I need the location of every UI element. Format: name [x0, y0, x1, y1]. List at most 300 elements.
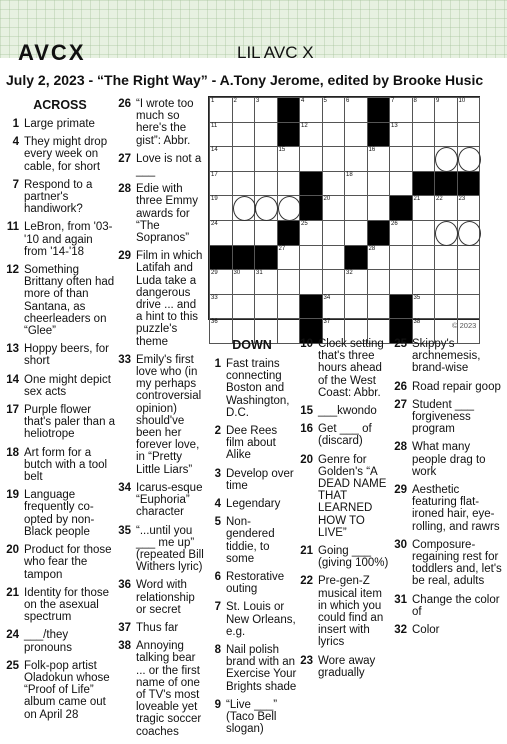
- grid-cell[interactable]: [255, 122, 278, 147]
- clue-text: Change the color of: [412, 593, 500, 618]
- grid-cell[interactable]: [255, 270, 278, 295]
- cell-number: 21: [413, 196, 421, 203]
- grid-cell[interactable]: [435, 122, 458, 147]
- clue-item[interactable]: [116, 153, 204, 177]
- grid-cell[interactable]: [322, 122, 345, 147]
- cell-number: 3: [256, 98, 260, 104]
- cell-number: 7: [391, 98, 395, 104]
- clue-number: 13: [6, 343, 19, 356]
- puzzle-subtitle: July 2, 2023 - “The Right Way” - A.Tony Jerome, edited by Brooke Husic: [6, 72, 484, 88]
- grid-cell[interactable]: [412, 122, 435, 147]
- grid-cell[interactable]: [232, 147, 255, 172]
- grid-block: [390, 196, 413, 221]
- clue-item[interactable]: [4, 221, 116, 258]
- clue-item[interactable]: [206, 468, 298, 492]
- grid-cell[interactable]: [390, 98, 413, 123]
- clue-text: Composure-regaining rest for toddlers and, let's be real, adults: [412, 538, 502, 588]
- grid-row: [210, 294, 480, 319]
- clue-number: 16: [300, 423, 313, 436]
- cell-number: 36: [211, 319, 218, 326]
- clue-item[interactable]: [4, 660, 116, 721]
- cell-number: 20: [323, 196, 331, 203]
- clue-item[interactable]: [298, 545, 394, 569]
- cell-number: 8: [413, 98, 417, 104]
- clue-number: 1: [214, 358, 221, 370]
- grid-cell[interactable]: [210, 98, 233, 123]
- clue-text: One might depict sex acts: [24, 373, 111, 398]
- grid-cell-circled[interactable]: [435, 147, 458, 172]
- clue-item[interactable]: [116, 640, 204, 738]
- clue-item[interactable]: [392, 484, 504, 533]
- grid-cell-circled[interactable]: [277, 196, 300, 221]
- clue-number: 29: [394, 484, 407, 497]
- cell-number: 27: [278, 245, 286, 252]
- grid-cell[interactable]: [300, 270, 323, 295]
- clue-number: 36: [118, 579, 131, 592]
- grid-cell[interactable]: [367, 196, 390, 221]
- grid-row: [210, 171, 480, 196]
- grid-cell[interactable]: [210, 171, 233, 196]
- grid-cell[interactable]: [345, 294, 368, 319]
- across-heading: ACROSS: [33, 98, 87, 112]
- clue-item[interactable]: [298, 423, 394, 447]
- grid-cell[interactable]: [232, 294, 255, 319]
- clue-item[interactable]: [116, 183, 204, 244]
- grid-cell[interactable]: [367, 147, 390, 172]
- clue-number: 37: [118, 621, 131, 634]
- grid-cell[interactable]: [435, 98, 458, 123]
- grid-block: [255, 245, 278, 270]
- clue-item[interactable]: [206, 498, 298, 510]
- clue-item[interactable]: [298, 454, 394, 539]
- clue-number: 20: [300, 453, 313, 466]
- grid-row: [210, 147, 480, 172]
- clue-text: Wore away gradually: [318, 654, 376, 679]
- cell-number: 10: [458, 98, 466, 104]
- grid-cell[interactable]: [210, 196, 233, 221]
- clue-item[interactable]: [4, 118, 116, 130]
- clue-item[interactable]: [116, 354, 204, 476]
- cell-number: 31: [256, 270, 263, 277]
- grid-cell[interactable]: [277, 171, 300, 196]
- clue-number: 31: [394, 593, 407, 606]
- clue-item[interactable]: [392, 594, 504, 618]
- clue-text: Skippy's archnemesis, brand-wise: [412, 338, 481, 375]
- grid-cell[interactable]: [322, 245, 345, 270]
- grid-cell[interactable]: [322, 98, 345, 123]
- grid-row: [210, 245, 480, 270]
- clue-item[interactable]: [206, 571, 298, 595]
- grid-cell[interactable]: [457, 98, 480, 123]
- grid-cell-circled[interactable]: [457, 220, 480, 245]
- grid-cell[interactable]: [457, 245, 480, 270]
- grid-cell-circled[interactable]: [255, 196, 278, 221]
- cell-number: 13: [391, 122, 398, 129]
- grid-cell[interactable]: [322, 270, 345, 295]
- grid-cell[interactable]: [435, 294, 458, 319]
- clue-number: 7: [214, 601, 221, 614]
- grid-cell[interactable]: [345, 196, 368, 221]
- grid-cell[interactable]: [300, 147, 323, 172]
- grid-block: [300, 171, 323, 196]
- grid-cell[interactable]: [435, 245, 458, 270]
- clue-number: 1: [12, 118, 19, 130]
- grid-cell[interactable]: [390, 147, 413, 172]
- grid-cell[interactable]: [412, 196, 435, 221]
- clue-text: Legendary: [226, 498, 281, 511]
- cell-number: 11: [211, 122, 218, 129]
- grid-cell[interactable]: [390, 171, 413, 196]
- grid-cell[interactable]: [255, 294, 278, 319]
- clue-number: 28: [118, 183, 131, 196]
- avcx-logo: AVCX: [18, 40, 86, 65]
- clue-item[interactable]: [4, 447, 116, 484]
- grid-cell[interactable]: [255, 98, 278, 123]
- down-clues-1: [206, 358, 298, 735]
- clue-text: Film in which Latifah and Luda take a dangerous drive ... and a hint to this puzzle's theme: [136, 250, 203, 348]
- grid-cell[interactable]: [300, 245, 323, 270]
- clue-item[interactable]: [116, 482, 204, 519]
- clue-text: St. Louis or New Orleans, e.g.: [226, 601, 296, 638]
- grid-cell[interactable]: [345, 147, 368, 172]
- grid-cell[interactable]: [390, 245, 413, 270]
- clue-item[interactable]: [4, 587, 116, 624]
- clue-number: 26: [394, 380, 407, 393]
- clue-number: 5: [214, 516, 221, 529]
- series-title: LIL AVC X: [237, 43, 314, 62]
- clue-number: 25: [394, 338, 407, 350]
- clue-item[interactable]: [298, 405, 394, 417]
- across-clues-1: [4, 118, 116, 721]
- grid-block: [367, 98, 390, 123]
- grid-cell[interactable]: [412, 220, 435, 245]
- clue-number: 4: [12, 136, 19, 149]
- clue-text: What many people drag to work: [412, 441, 486, 478]
- grid-cell[interactable]: [322, 196, 345, 221]
- clue-number: 27: [118, 152, 131, 165]
- grid-row: [210, 220, 480, 245]
- clue-text: Genre for Golden's “A DEAD NAME THAT LEARNED HOW TO LIVE”: [318, 453, 387, 539]
- clue-number: 6: [214, 571, 221, 584]
- clue-number: 8: [214, 644, 221, 657]
- grid-cell[interactable]: [457, 294, 480, 319]
- grid-cell[interactable]: [457, 196, 480, 221]
- clue-number: 22: [300, 575, 313, 588]
- clue-number: 14: [6, 373, 19, 386]
- cell-number: 12: [301, 122, 308, 129]
- clue-text: Icarus-esque “Euphoria” character: [136, 481, 203, 519]
- cell-number: 25: [301, 220, 308, 227]
- grid-cell[interactable]: [232, 122, 255, 147]
- grid-cell[interactable]: [435, 270, 458, 295]
- grid-cell[interactable]: [390, 220, 413, 245]
- clue-item[interactable]: [4, 264, 116, 337]
- clue-text: Large primate: [24, 118, 95, 130]
- clue-item[interactable]: [116, 579, 204, 616]
- grid-cell[interactable]: [367, 171, 390, 196]
- grid-cell[interactable]: [322, 294, 345, 319]
- clue-item[interactable]: [206, 644, 298, 693]
- clue-text: Art form for a butch with a tool belt: [24, 446, 108, 484]
- grid-block: [277, 98, 300, 123]
- grid-cell[interactable]: [232, 270, 255, 295]
- clue-text: Restorative outing: [226, 571, 285, 596]
- clue-item[interactable]: [116, 622, 204, 634]
- clue-number: 21: [300, 545, 313, 558]
- cell-number: 14: [211, 147, 218, 154]
- clue-text: Purple flower that's paler than a heliotrope: [24, 404, 116, 441]
- grid-cell[interactable]: [232, 171, 255, 196]
- grid-block: [232, 245, 255, 270]
- cell-number: 32: [346, 270, 353, 277]
- grid-cell[interactable]: [300, 220, 323, 245]
- clue-item[interactable]: [206, 425, 298, 462]
- clue-item[interactable]: [206, 699, 298, 736]
- clue-item[interactable]: [116, 525, 204, 574]
- clue-item[interactable]: [392, 381, 504, 393]
- grid-cell-circled[interactable]: [457, 147, 480, 172]
- grid-cell[interactable]: [367, 270, 390, 295]
- clue-text: Annoying talking bear ... or the first name of one of TV's most loveable yet tragic soccer coaches: [136, 640, 202, 738]
- clue-number: 20: [6, 544, 19, 557]
- down-column-2: [298, 338, 394, 685]
- grid-block: [300, 294, 323, 319]
- cell-number: 16: [368, 147, 376, 154]
- clue-text: Hoppy beers, for short: [24, 343, 110, 368]
- cell-number: 1: [211, 98, 215, 104]
- clue-number: 2: [214, 425, 221, 438]
- clue-item[interactable]: [206, 358, 298, 419]
- clue-text: Going ___ (giving 100%): [318, 545, 389, 570]
- clue-text: Non-gendered tiddie, to some: [226, 516, 275, 565]
- grid-cell[interactable]: [390, 270, 413, 295]
- clue-text: ___kwondo: [318, 405, 377, 418]
- clue-number: 17: [6, 404, 19, 417]
- cell-number: 29: [211, 270, 218, 277]
- clue-text: “...until you ___ me up” (repeated Bill Withers lyric): [136, 524, 204, 574]
- clue-text: Word with relationship or secret: [136, 579, 195, 616]
- grid-row: [210, 270, 480, 295]
- grid-cell[interactable]: [435, 196, 458, 221]
- copyright: © 2023: [452, 321, 477, 330]
- grid-cell[interactable]: [322, 220, 345, 245]
- grid-cell-circled[interactable]: [232, 196, 255, 221]
- grid-cell[interactable]: [412, 270, 435, 295]
- cell-number: 23: [458, 196, 466, 203]
- grid-cell[interactable]: [412, 98, 435, 123]
- cell-number: 15: [278, 147, 286, 154]
- clue-number: 33: [118, 353, 131, 366]
- clue-item[interactable]: [392, 441, 504, 478]
- clue-text: Aesthetic featuring flat-ironed hair, eye-rolling, and rawrs: [412, 484, 500, 533]
- grid-cell[interactable]: [345, 98, 368, 123]
- clue-item[interactable]: [298, 655, 394, 679]
- clue-number: 12: [6, 264, 19, 277]
- clue-number: 32: [394, 624, 407, 637]
- grid-cell[interactable]: [210, 147, 233, 172]
- clue-item[interactable]: [206, 516, 298, 565]
- clue-text: Respond to a partner's handiwork?: [24, 178, 93, 216]
- cell-number: 26: [391, 220, 398, 227]
- clue-text: Pre-gen-Z musical item in which you could find an insert with lyrics: [318, 575, 384, 649]
- cell-number: 35: [413, 294, 421, 301]
- grid-cell[interactable]: [255, 171, 278, 196]
- grid-cell[interactable]: [300, 122, 323, 147]
- clue-item[interactable]: [116, 250, 204, 348]
- clue-item[interactable]: [4, 179, 116, 216]
- grid-cell[interactable]: [345, 220, 368, 245]
- clue-item[interactable]: [392, 338, 504, 375]
- clue-number: 10: [300, 338, 313, 350]
- clue-text: Color: [412, 624, 440, 637]
- clue-item[interactable]: [392, 539, 504, 588]
- grid-block: [412, 171, 435, 196]
- grid-cell[interactable]: [255, 220, 278, 245]
- clue-item[interactable]: [116, 98, 204, 147]
- grid-cell[interactable]: [345, 171, 368, 196]
- clue-text: Identity for those on the asexual spectrum: [24, 586, 110, 624]
- clue-text: Develop over time: [226, 467, 294, 492]
- down-heading: DOWN: [232, 338, 272, 352]
- grid-block: [277, 220, 300, 245]
- clue-item[interactable]: [4, 404, 116, 441]
- grid-cell[interactable]: [210, 270, 233, 295]
- grid-cell[interactable]: [390, 122, 413, 147]
- clue-text: Dee Rees film about Alike: [226, 425, 278, 462]
- clue-item[interactable]: [4, 343, 116, 367]
- clue-item[interactable]: [298, 575, 394, 648]
- clue-item[interactable]: [392, 399, 504, 436]
- clue-number: 30: [394, 538, 407, 551]
- clue-number: 24: [6, 629, 19, 642]
- grid-cell[interactable]: [277, 147, 300, 172]
- grid-cell[interactable]: [277, 245, 300, 270]
- grid-cell[interactable]: [367, 294, 390, 319]
- clue-text: ___/they pronouns: [24, 629, 72, 654]
- clue-text: Edie with three Emmy awards for “The Sopranos”: [136, 183, 198, 245]
- grid-cell[interactable]: [322, 147, 345, 172]
- grid-block: [300, 196, 323, 221]
- down-clues-2: [298, 338, 394, 679]
- across-column-2: [116, 98, 204, 744]
- grid-block: [457, 171, 480, 196]
- grid-cell[interactable]: [345, 270, 368, 295]
- grid-cell[interactable]: [255, 147, 278, 172]
- clue-text: Emily's first love who (in my perhaps controversial opinion) should've been her forever love, in “Pretty Little Liars”: [136, 353, 202, 476]
- clue-text: Something Brittany often had more of than Santana, as cheerleaders on “Glee”: [24, 264, 115, 338]
- grid-block: [210, 245, 233, 270]
- clue-text: Love is not a ___: [136, 152, 202, 178]
- down-clues-3: [392, 338, 504, 636]
- cell-number: 24: [211, 220, 218, 227]
- clue-text: Language frequently co-opted by non-Black people: [24, 489, 95, 538]
- grid-cell[interactable]: [210, 294, 233, 319]
- clue-number: 35: [118, 524, 131, 537]
- grid-cell[interactable]: [457, 122, 480, 147]
- clue-number: 3: [214, 467, 221, 480]
- clue-number: 15: [300, 405, 313, 418]
- clue-item[interactable]: [4, 489, 116, 538]
- cell-number: 17: [211, 171, 218, 178]
- grid-block: [345, 245, 368, 270]
- clue-item[interactable]: [4, 374, 116, 398]
- grid-cell[interactable]: [277, 294, 300, 319]
- grid-cell[interactable]: [412, 147, 435, 172]
- clue-number: 21: [6, 586, 19, 599]
- clue-item[interactable]: [4, 544, 116, 581]
- clue-text: “I wrote too much so here's the gist”: Abbr.: [136, 98, 194, 147]
- cell-number: 30: [233, 270, 241, 277]
- clue-text: Get ___ of (discard): [318, 423, 372, 448]
- clue-number: 27: [394, 398, 407, 411]
- clue-text: LeBron, from '03-'10 and again from '14-'18: [24, 221, 113, 258]
- clue-number: 28: [394, 441, 407, 454]
- clue-text: Product for those who fear the tampon: [24, 544, 112, 581]
- grid-cell[interactable]: [232, 220, 255, 245]
- grid-cell[interactable]: [300, 98, 323, 123]
- down-column-3: [392, 338, 504, 642]
- across-column-1: [4, 98, 116, 727]
- grid-row: [210, 98, 480, 123]
- grid-cell[interactable]: [210, 220, 233, 245]
- grid-cell[interactable]: [412, 294, 435, 319]
- grid-block: [367, 122, 390, 147]
- clue-number: 26: [118, 98, 131, 110]
- clue-item[interactable]: [206, 601, 298, 638]
- clue-number: 19: [6, 489, 19, 502]
- grid-row: [210, 196, 480, 221]
- grid-cell-circled[interactable]: [435, 220, 458, 245]
- cell-number: 2: [233, 98, 237, 104]
- clue-item[interactable]: [4, 136, 116, 173]
- clue-text: Clock setting that's three hours ahead of the West Coast: Abbr.: [318, 338, 384, 399]
- clue-text: “Live ___” (Taco Bell slogan): [226, 698, 278, 736]
- grid-cell[interactable]: [457, 270, 480, 295]
- cell-number: 4: [301, 98, 305, 104]
- cell-number: 37: [323, 319, 331, 326]
- grid-cell[interactable]: [277, 270, 300, 295]
- cell-number: 22: [436, 196, 443, 203]
- across-clues-2: [116, 98, 204, 738]
- clue-number: 4: [214, 498, 221, 511]
- cell-number: 34: [323, 294, 331, 301]
- clue-item[interactable]: [4, 629, 116, 653]
- grid-cell[interactable]: [412, 245, 435, 270]
- clue-text: Thus far: [136, 621, 179, 634]
- cell-number: 38: [413, 319, 421, 326]
- cell-number: 33: [211, 294, 218, 301]
- down-column-1: [206, 338, 298, 741]
- clue-number: 7: [12, 178, 19, 191]
- grid-block: [277, 122, 300, 147]
- grid-cell[interactable]: [232, 98, 255, 123]
- grid-cell[interactable]: [345, 122, 368, 147]
- cell-number: 9: [436, 98, 440, 104]
- clue-item[interactable]: [298, 338, 394, 399]
- grid-cell[interactable]: [322, 171, 345, 196]
- clue-text: Fast trains connecting Boston and Washington, D.C.: [226, 358, 290, 419]
- grid-block: [367, 220, 390, 245]
- cell-number: 18: [346, 171, 353, 178]
- clue-number: 11: [6, 221, 19, 234]
- clue-text: Nail polish brand with an Exercise Your Brights shade: [226, 644, 297, 693]
- grid-cell[interactable]: [210, 122, 233, 147]
- clue-item[interactable]: [392, 624, 504, 636]
- clue-text: Road repair goop: [412, 380, 501, 393]
- grid-cell[interactable]: [367, 245, 390, 270]
- grid-block: [435, 171, 458, 196]
- grid-row: [210, 122, 480, 147]
